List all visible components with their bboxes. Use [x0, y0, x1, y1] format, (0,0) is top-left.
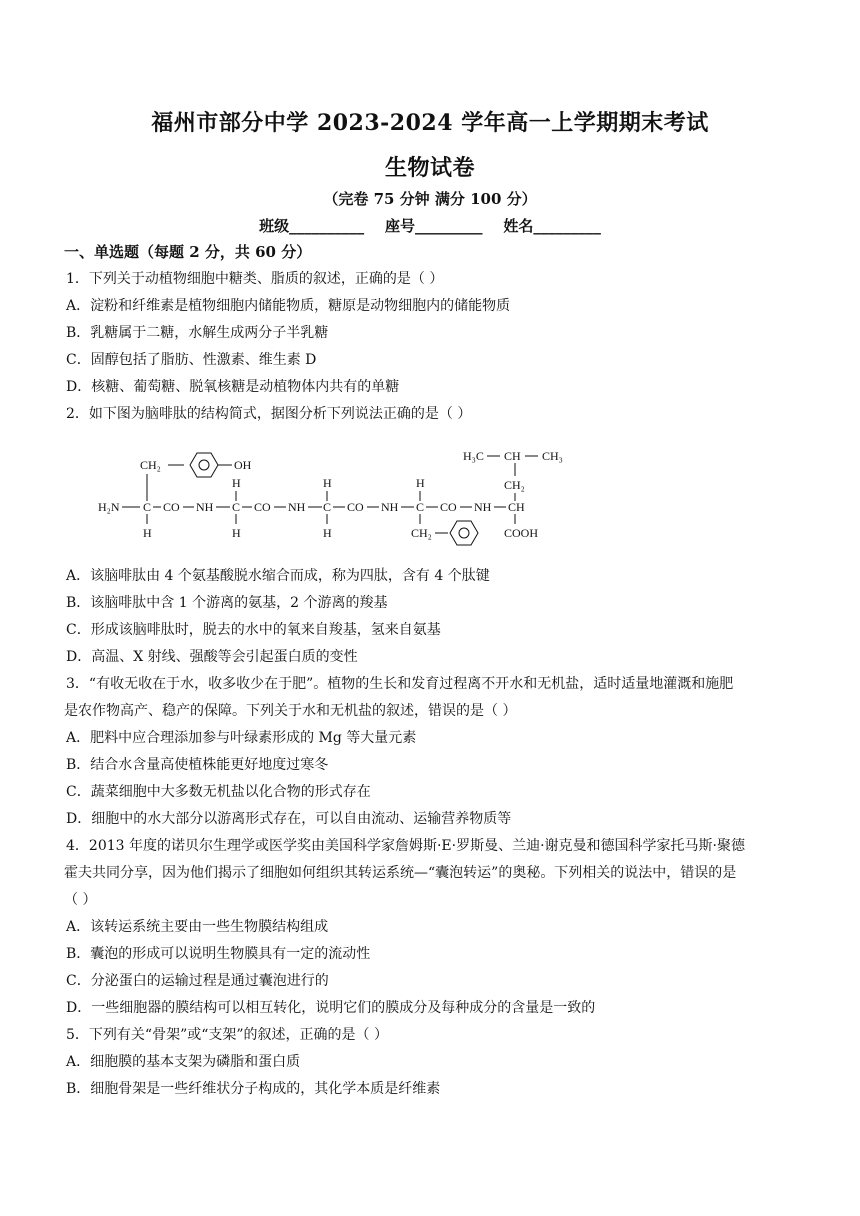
- chain-c: C: [143, 500, 152, 514]
- h-atom: H: [416, 476, 425, 490]
- q4-option-d: D．一些细胞器的膜结构可以相互转化，说明它们的膜成分及每种成分的含量是一致的: [66, 1000, 596, 1016]
- chain-nh: NH: [381, 500, 399, 514]
- question-3-line2: 是农作物高产、稳产的保障。下列关于水和无机盐的叙述，错误的是（ ）: [64, 703, 517, 719]
- q3-option-d: D．细胞中的水大部分以游离形式存在，可以自由流动、运输营养物质等: [66, 811, 512, 827]
- q1-option-b: B．乳糖属于二糖，水解生成两分子半乳糖: [66, 325, 329, 341]
- chain-co: CO: [347, 500, 364, 514]
- leu-ch3-label: CH₃: [542, 449, 563, 463]
- q3-option-a: A．肥料中应合理添加参与叶绿素形成的 Mg 等大量元素: [66, 730, 417, 746]
- q5-option-a: A．细胞膜的基本支架为磷脂和蛋白质: [66, 1054, 301, 1070]
- exam-info: （完卷 75 分钟 满分 100 分）: [323, 190, 537, 208]
- leu-ch-label: CH: [504, 449, 521, 463]
- q3-option-b: B．结合水含量高使植株能更好地度过寒冬: [66, 757, 329, 773]
- question-1: 1．下列关于动植物细胞中糖类、脂质的叙述，正确的是（ ）: [66, 271, 444, 287]
- chain-co: CO: [254, 500, 271, 514]
- chain-h2n: H₂N: [98, 500, 120, 514]
- leu-h3c-label: H₃C: [463, 449, 484, 463]
- phe-benzene-ring: [450, 521, 478, 545]
- q1-option-c: C．固醇包括了脂肪、性激素、维生素 D: [66, 352, 317, 368]
- exam-title: 福州市部分中学 2023-2024 学年高一上学期期末考试: [151, 110, 709, 136]
- q2-option-b: B．该脑啡肽中含 1 个游离的氨基，2 个游离的羧基: [66, 595, 388, 611]
- leu-cooh-label: COOH: [504, 526, 539, 540]
- h-atom: H: [323, 476, 332, 490]
- q5-option-b: B．细胞骨架是一些纤维状分子构成的，其化学本质是纤维素: [66, 1081, 441, 1097]
- q3-option-c: C．蔬菜细胞中大多数无机盐以化合物的形式存在: [66, 784, 371, 800]
- tyr-oh-label: OH: [234, 458, 252, 472]
- exam-subject: 生物试卷: [384, 155, 475, 181]
- h-atom: H: [143, 526, 152, 540]
- question-3-line1: 3．“有收无收在于水，收多收少在于肥”。植物的生长和发育过程离不开水和无机盐，适时适量地灌溉和施肥: [66, 676, 734, 692]
- phe-ch2-label: CH₂: [411, 526, 432, 540]
- q4-option-c: C．分泌蛋白的运输过程是通过囊泡进行的: [66, 973, 329, 989]
- h-atom: H: [323, 526, 332, 540]
- chain-nh: NH: [196, 500, 214, 514]
- question-5: 5．下列有关“骨架”或“支架”的叙述，正确的是（ ）: [66, 1027, 388, 1043]
- chain-co: CO: [163, 500, 180, 514]
- q1-option-a: A．淀粉和纤维素是植物细胞内储能物质，糖原是动物细胞内的储能物质: [66, 298, 511, 314]
- tyr-ch2-label: CH₂: [140, 458, 161, 472]
- student-info-line: 班级__________ 座号_________ 姓名_________: [259, 217, 601, 235]
- leu-alpha-ch: CH: [508, 500, 525, 514]
- q4-option-b: B．囊泡的形成可以说明生物膜具有一定的流动性: [66, 946, 371, 962]
- chain-nh: NH: [474, 500, 492, 514]
- chain-c: C: [323, 500, 332, 514]
- question-4-line1: 4．2013 年度的诺贝尔生理学或医学奖由美国科学家詹姆斯·E·罗斯曼、兰迪·谢克曼和德国科学家托马斯·聚德: [66, 838, 746, 854]
- q1-option-d: D．核糖、葡萄糖、脱氧核糖是动植物体内共有的单糖: [66, 379, 400, 395]
- section-heading: 一、单选题（每题 2 分，共 60 分）: [64, 243, 312, 261]
- h-atom: H: [232, 526, 241, 540]
- question-4-line3: （ ）: [64, 892, 97, 908]
- q2-option-d: D．高温、X 射线、强酸等会引起蛋白质的变性: [66, 649, 358, 665]
- enkephalin-structure-diagram: [90, 438, 580, 550]
- h-atom: H: [232, 476, 241, 490]
- leu-ch2-label: CH₂: [504, 478, 525, 492]
- chain-co: CO: [440, 500, 457, 514]
- chain-c: C: [416, 500, 425, 514]
- q2-option-a: A．该脑啡肽由 4 个氨基酸脱水缩合而成，称为四肽，含有 4 个肽键: [66, 568, 490, 584]
- question-2: 2．如下图为脑啡肽的结构简式，据图分析下列说法正确的是（ ）: [66, 406, 472, 422]
- q4-option-a: A．该转运系统主要由一些生物膜结构组成: [66, 919, 329, 935]
- tyr-benzene-ring: [190, 453, 218, 477]
- chain-nh: NH: [288, 500, 306, 514]
- question-4-line2: 霍夫共同分享，因为他们揭示了细胞如何组织其转运系统—“囊泡转运”的奥秘。下列相关的说法中，错误的是: [64, 865, 737, 881]
- q2-option-c: C．形成该脑啡肽时，脱去的水中的氧来自羧基，氢来自氨基: [66, 622, 441, 638]
- chain-c: C: [232, 500, 241, 514]
